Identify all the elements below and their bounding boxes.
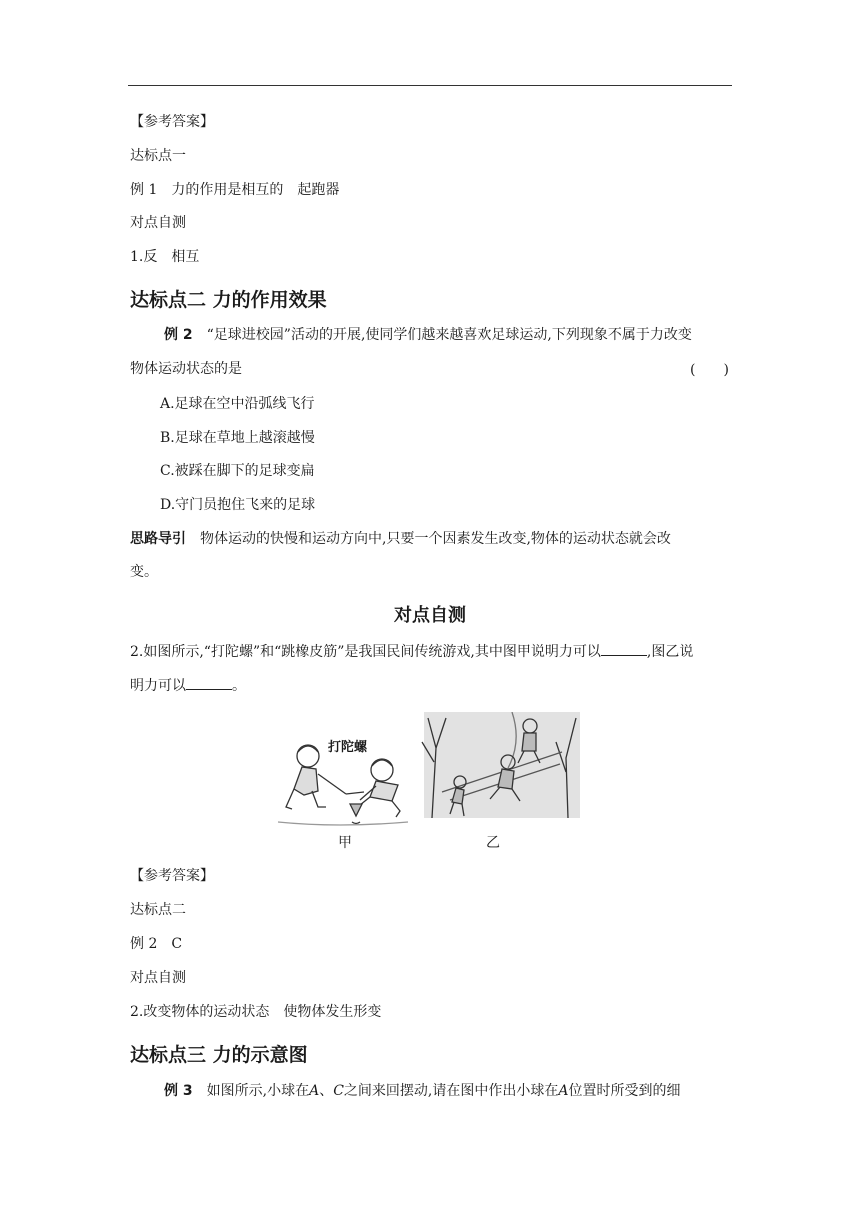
example2-answer-label: 例 2 — [130, 936, 158, 952]
hint-label: 思路导引 — [130, 531, 186, 547]
figure-caption-left: 甲 — [338, 835, 352, 851]
example3-text-d: 位置时所受到的细 — [568, 1083, 681, 1099]
example2-stem-text: “足球进校园”活动的开展,使同学们越来越喜欢足球运动,下列现象不属于力改变 — [206, 327, 692, 343]
example2-stem-line2: 物体运动状态的是 — [130, 361, 242, 377]
answer-heading-1: 【参考答案】 — [130, 114, 214, 130]
example1-label: 例 1 — [130, 182, 158, 198]
spinning-top-illustration — [278, 745, 408, 825]
example3-text-c: 之间来回摆动,请在图中作出小球在 — [343, 1083, 559, 1099]
q2-text-a: 2.如图所示,“打陀螺”和“跳橡皮筋”是我国民间传统游戏,其中图甲说明力可以 — [130, 644, 601, 660]
answer-example-2 — [130, 934, 182, 954]
figure-left-title: 打陀螺 — [328, 740, 368, 755]
answer-self-test-2: 对点自测 — [130, 970, 186, 986]
example2-stem-line1 — [164, 325, 692, 345]
example2-label: 例 2 — [164, 327, 193, 343]
q2-answer-1: 2.改变物体的运动状态 — [130, 1004, 270, 1020]
hint-line1 — [130, 529, 671, 549]
option-c: C.被踩在脚下的足球变扁 — [160, 463, 315, 479]
q2-blank-2[interactable] — [186, 675, 232, 690]
answer-section-1: 达标点一 — [130, 148, 186, 164]
example3-line1 — [164, 1081, 681, 1101]
example1-answer-1: 力的作用是相互的 — [171, 182, 284, 198]
q2-text-d: 。 — [232, 678, 246, 694]
example2-answer: C — [171, 936, 183, 952]
answer-paren: ( ) — [690, 362, 729, 378]
option-a: A.足球在空中沿弧线飞行 — [160, 396, 315, 412]
section2-title: 达标点二 力的作用效果 — [130, 289, 327, 311]
self-test-heading: 对点自测 — [394, 605, 466, 626]
example1-answer-2: 起跑器 — [297, 182, 340, 198]
figure-games — [272, 712, 582, 852]
example3-label: 例 3 — [164, 1083, 193, 1099]
example3-text-b: 、 — [319, 1083, 334, 1099]
q2-line1 — [130, 641, 693, 662]
figure-caption-right: 乙 — [486, 835, 500, 851]
q2-blank-1[interactable] — [601, 641, 647, 656]
q1-answer-2: 相互 — [171, 249, 200, 265]
hint-line2: 变。 — [130, 564, 158, 580]
option-b: B.足球在草地上越滚越慢 — [160, 430, 315, 446]
var-a-2: A — [558, 1083, 569, 1099]
var-c: C — [333, 1083, 344, 1099]
answer-section-2: 达标点二 — [130, 902, 186, 918]
example3-text-a: 如图所示,小球在 — [206, 1083, 310, 1099]
q2-text-b: ,图乙说 — [646, 644, 694, 660]
answer-self-test-1: 对点自测 — [130, 215, 186, 231]
q2-line2 — [130, 675, 246, 696]
q2-answer-2: 使物体发生形变 — [283, 1004, 382, 1020]
answer-q2 — [130, 1002, 381, 1022]
answer-q1 — [130, 247, 199, 267]
option-d: D.守门员抱住飞来的足球 — [160, 497, 316, 513]
hint-text: 物体运动的快慢和运动方向中,只要一个因素发生改变,物体的运动状态就会改 — [200, 531, 671, 547]
answer-heading-2: 【参考答案】 — [130, 868, 214, 884]
q1-answer-1: 1.反 — [130, 249, 158, 265]
var-a: A — [309, 1083, 320, 1099]
section3-title: 达标点三 力的示意图 — [130, 1044, 308, 1066]
answer-example-1 — [130, 180, 339, 200]
header-rule — [128, 85, 732, 86]
q2-text-c: 明力可以 — [130, 678, 186, 694]
figure-illustration — [272, 712, 582, 852]
